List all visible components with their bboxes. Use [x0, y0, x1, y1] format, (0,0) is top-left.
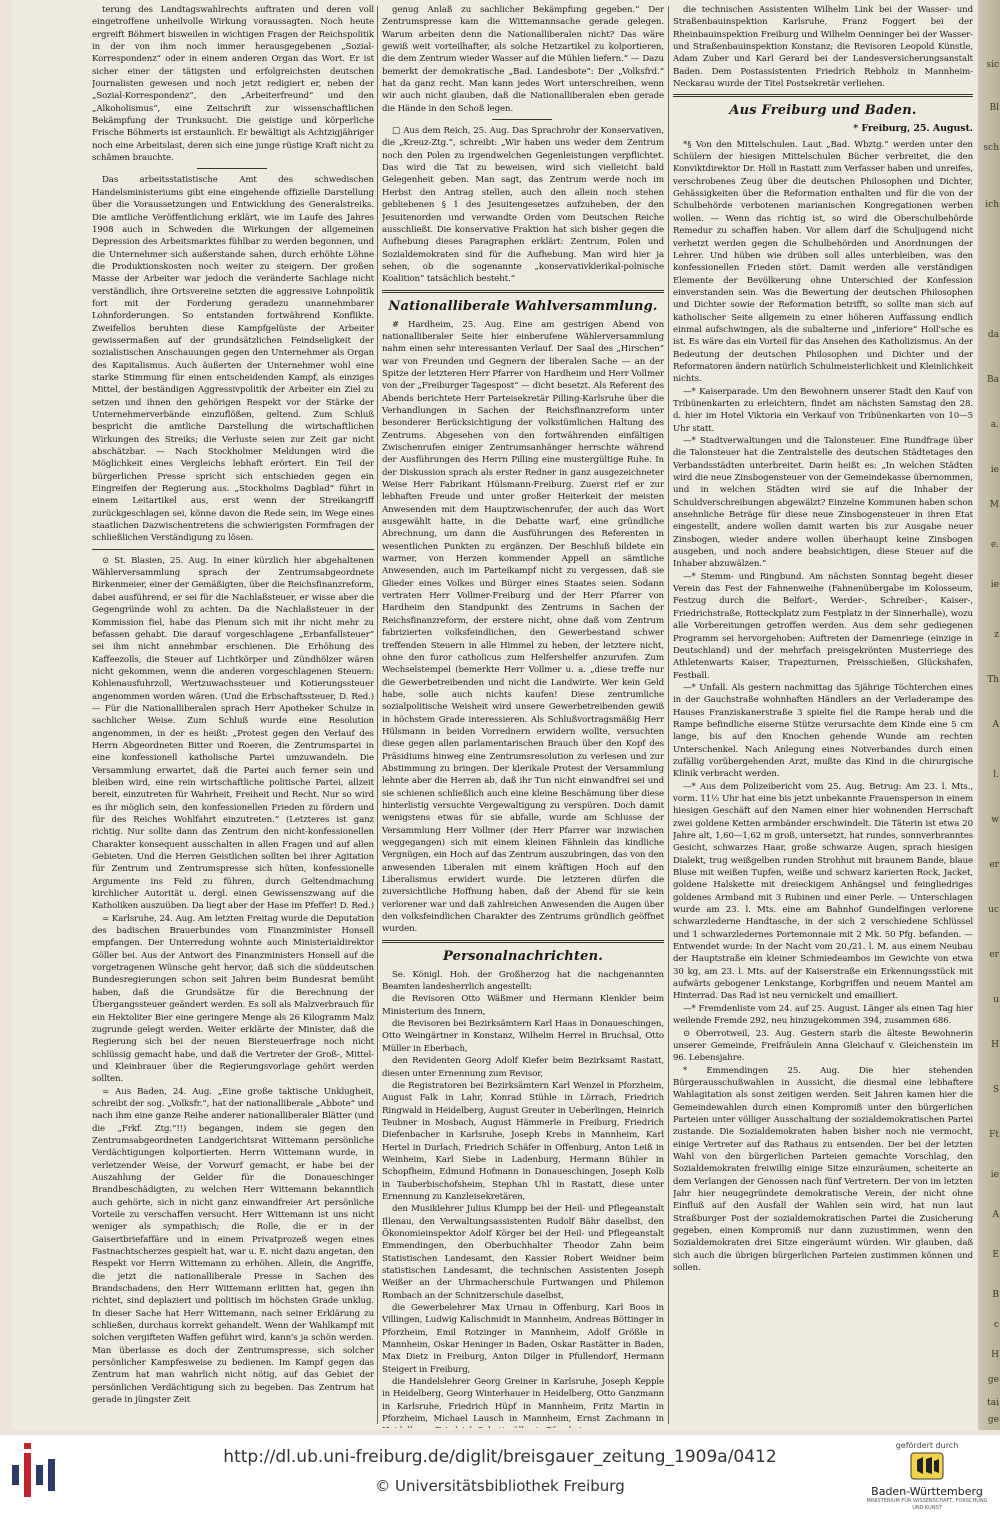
personal-item: die Revisoren bei Bezirksämtern Karl Haas in Donaueschingen, Otto Weingärtner in Konstanz, Wilhelm Herrel in Bruchsal, Otto Müller in Eberbach, [382, 1019, 664, 1054]
column-1 [92, 4, 374, 1428]
edge-fragment: z [994, 630, 999, 640]
article-karlsruhe: = Karlsruhe, 24. Aug. Am letzten Freitag wurde die Deputation des badischen Brauerbundes vom Finanzminister Honsell empfangen. Der Unterredung wohnte auch Ministerialdirektor Göller bei. Aus der Antwort des Finanzministers Honsell auf die vorgetragenen Wünsche geht hervor, daß sich die süddeutschen Bundesregierungen schon seit Jahren beim Bundesrat bemüht haben, daß die Grundsätze für die Berechnung der Übergangssteuer geändert werden. Es soll als Malzverbrauch für ein Hektoliter Bier eine geringere Menge als 26 Kilogramm Malz zugrunde gelegt werden. Weiter erklärte der Minister, daß die Regierung sich bei der neuen Biersteuerfrage noch nicht schlüssig gemacht habe, und daß die Vertreter der Groß-, Mittel- und Kleinbrauer über die Regierungsvorlage gehört werden sollten. [92, 913, 374, 1085]
adjacent-page-edge [978, 0, 1000, 1430]
edge-fragment: sic [986, 60, 999, 70]
edge-fragment: a. [990, 420, 999, 430]
sponsor-name: Baden-Württemberg [871, 1485, 983, 1498]
edge-fragment: H [991, 1040, 999, 1050]
article-oberrotweil: ⊙ Oberrotweil, 23. Aug. Gestern starb die älteste Bewohnerin unserer Gemeinde, Freifräulein Anna Gleichauf v. Gleichenstein im 96. Lebensjahre. [673, 1028, 973, 1064]
personal-item: die Gewerbelehrer Max Urnau in Offenburg, Karl Boos in Villingen, Ludwig Kalischmidt in Mannheim, Andreas Böttinger in Pforzheim, Emil Rotzinger in Mannheim, Adolf Größle in Mannheim, Oskar Heninger in Baden, Oskar Rastätter in Baden, Max Dietz in Freiburg, Anton Dilger in Pfullendorf, Hermann Steigert in Freiburg, [382, 1303, 664, 1375]
article-fremdenliste: —* Fremdenliste vom 24. auf 25. August. Länger als einen Tag hier weilende Fremde 292, neu hinzugekommen 394, zusammen 686. [673, 1003, 973, 1027]
article-kaiserparade: —* Kaiserparade. Um den Bewohnern unserer Stadt den Kauf von Tribünenkarten zu erleichtern, findet am nächsten Samstag den 28. d. hier im Hotel Viktoria ein Verkauf von Tribünenkarten von 10—5 Uhr statt. [673, 386, 973, 434]
article-continuation: genug Anlaß zu sachlicher Bekämpfung gegeben.“ Der Zentrumspresse kam die Wittemannsache gerade gelegen. Warum arbeiten denn die Nationalliberalen nicht? Das wäre gewiß weit vorteilhafter, als solche Hetzartikel zu kolportieren, die dem Zentrum wieder Wasser auf die Mühlen liefern.“ — Dazu bemerkt der demokratische „Bad. Landesbote“: Der „Volksfrd.“ hat da ganz recht. Man kann jedes Wort unterschreiben, wenn wir auch nicht glauben, daß die Nationalliberalen eben gerade die Hände in den Schoß legen. [382, 5, 664, 114]
article-mittelschulen: *§ Von den Mittelschulen. Laut „Bad. Wbztg.“ werden unter den Schülern der hiesigen Mittelschulen Bücher verbreitet, die den Konviktdirektor Dr. Holl in Rastatt zum Verfasser haben und unreifes, verschrobenes Zeug über die deutschen Philosophen und Dichter, Gehässigkeiten über die Reformation enthalten und für die von der Schulbehörde verbotenen marianischen Kongregationen werben wollen. — Wenn das richtig ist, so wird die Oberschulbehörde Remedur zu schaffen haben. Vor allem darf die Schuljugend nicht verhetzt werden gegen die Schulbehörden und Anordnungen der Lehrer. Und hüben wie drüben soll alles unterbleiben, was den konfessionellen Frieden stört. Damit werden alle verständigen Elemente der Bevölkerung ohne Unterschied der Konfession einverstanden sein. Was die Bewertung der deutschen Philosophen und Dichter sowie der Reformation betrifft, so sollte man sich auf katholischer Seite allgemein zu einer höheren Auffassung endlich einmal aufschwingen, als die subalterne und „inferiore“ Holl'sche es ist. Es wäre das ein Vorteil für das Ansehen des Katholizismus. An der Bedeutung der deutschen Philosophen und Dichter und der Reformatoren ändern natürlich Schulmeisterlichkeit und Kleinlichkeit nichts. [673, 139, 973, 385]
personal-item: die Registratoren bei Bezirksämtern Karl Wenzel in Pforzheim, August Falk in Lahr, Konrad Stühle in Lörrach, Friedrich Ringwald in Heidelberg, August Greuter in Ueberlingen, Heinrich Teubner in Mosbach, August Hämmerle in Freiburg, Friedrich Diefenbacher in Karlsruhe, Joseph Krebs in Mannheim, Karl Hertel in Durlach, Friedrich Schäfer in Offenburg, Anton Leiß in Weinheim, Karl Siebe in Ladenburg, Hermann Bühler in Schopfheim, Edmund Hofmann in Donaueschingen, Joseph Kolb in Tauberbischofsheim, Stephan Uhl in Rastatt, diese unter Ernennung zu Kanzleisekretären, [382, 1080, 664, 1202]
coat-of-arms-icon [910, 1452, 944, 1480]
personal-continuation: die technischen Assistenten Wilhelm Link bei der Wasser- und Straßenbauinspektion Karlsruhe, Franz Foggert bei der Rheinbauinspektion Freiburg und Wilhelm Oenninger bei der Wasser- und Straßenbauinspektion Konstanz; die Revisoren Leopold Künstle, Adam Zuber und Karl Gerard bei der Landesversicherungsanstalt Baden. Dem Postassistenten Friedrich Rebholz in Mannheim-Neckarau wurde der Titel Postsekretär verliehen. [673, 5, 973, 90]
edge-fragment: H [991, 1350, 999, 1360]
heading-freiburg-baden: Aus Freiburg und Baden. [729, 103, 917, 119]
personal-item: den Revidenten Georg Adolf Kiefer beim Bezirksamt Rastatt, diesen unter Ernennung zum Revisor, [382, 1056, 664, 1079]
article-schweden-generalstreik: Das arbeitsstatistische Amt des schwedischen Handelsministeriums gibt eine eingehende offizielle Darstellung über die Voraussetzungen und Entwicklung des Generalstreiks. Die amtliche Veröffentlichung erklärt, wie im Laufe des Jahres 1908 auch in Schweden die Wirkungen der allgemeinen Depression des Arbeitsmarktes fühlbar zu werden begonnen, und die Unternehmer sich außerstande sahen, durch erhöhte Löhne die Produktionskosten noch weiter zu steigern. Der großen Masse der Arbeiter war jedoch die veränderte Sachlage nicht verständlich, ihre Ortsvereine setzten die aggressive Lohnpolitik fort mit der Forderung geradezu unannehmbarer Lohnforderungen. So entstanden fortwährend Konflikte. Zweifellos beruhten diese Kampfgelüste der Arbeiter gewissermaßen auf der grundsätzlichen Feindseligkeit der sozialistischen Anschauungen gegen den Unternehmer als Organ des Kapitalismus. Auch äußerten der Unternehmer wohl eine starke Stimmung für einen entscheidenden Kampf, als einziges Mittel, der beständigen Aggressivpolitik der Arbeiter ein Ziel zu setzen und ihnen den gehörigen Respekt vor der Stärke der Unternehmerverbände einzuflößen, geltend. Zum Schluß bespricht die amtliche Darstellung die wirtschaftlichen Wirkungen des Streiks; die Verluste seien zur Zeit gar nicht abschätzbar. — Nach Stockholmer Meldungen wird die Möglichkeit eines Vergleichs lebhaft erörtert. Ein Teil der bürgerlichen Presse spricht sich entschieden gegen ein Eingreifen der Regierung aus. „Stockholms Dagblad“ führt in einem Leitartikel aus, erst wenn der Streikangriff zurückgeschlagen sei, könne davon die Rede sein, im Wege eines staatlichen Dazwischentretens die schwierigsten Formfragen der schließlichen Verständigung zu lösen. [92, 175, 374, 544]
edge-fragment: A [992, 1210, 999, 1220]
sponsor-label: gefördert durch [895, 1441, 959, 1450]
sponsor-block [862, 1441, 992, 1511]
article-talonsteuer: —* Stadtverwaltungen und die Talonsteuer. Eine Rundfrage über die Talonsteuer hat die Zentralstelle des deutschen Städtetages den Verbandsstädten unterbreitet. Darin heißt es: „In welchen Städten wird die neue Zinsbogensteuer von der Gemeindekasse übernommen, und in welchen Städten wird sie auf die Inhaber der Schuldverschreibungen abgewälzt? Einzelne Kommunen haben schon ansehnliche Beträge für diese neue Zinsbogensteuer in ihren Etat eingestellt, andere wollen damit warten bis zur Ausgabe neuer Zinsbogen, wieder andere wollen überhaupt keine Zinsbogen ausgeben, und noch andere beabsichtigen, diese Steuer auf die Inhaber abzuwälzen.“ [673, 436, 973, 570]
copyright-notice: © Universitätsbibliothek Freiburg [375, 1477, 625, 1495]
personal-item: die Handelslehrer Georg Greiner in Karlsruhe, Joseph Kepple in Heidelberg, Georg Winterhauer in Heidelberg, Otto Ganzmann in Karlsruhe, Friedrich Hüpf in Mannheim, Fritz Martin in Pforzheim, Michael Lausch in Mannheim, Ernst Zachmann in [382, 1377, 664, 1425]
sponsor-ministry: MINISTERIUM FÜR WISSENSCHAFT, FORSCHUNG UND KUNST [866, 1498, 988, 1511]
article-unfall: —* Unfall. Als gestern nachmittag das 5jährige Töchterchen eines in der Gauchstraße wohnhaften Händlers an der Verladerampe des Hauses Franziskanerstraße 3 spielte fiel die Rampe herab und die Rampe befindliche eiserne Stütze verursachte dem Kinde eine 5 cm lange, bis auf den Knochen gehende Wunde am rechten Unterschenkel. Nach Anlegung eines Notverbandes durch einen zufällig vorübergehenden Arzt, mußte das Kind in die chirurgische Klinik verbracht werden. [673, 682, 973, 780]
article-aus-baden: = Aus Baden, 24. Aug. „Eine große taktische Unklugheit, schreibt der sog. „Volksfr.“, hat der nationalliberale „Abbote“ und nach ihm eine ganze Reihe anderer nationalliberaler Blätter (und die „Frkf. Ztg.“!!) begangen, indem sie gegen den Zentrumsabgeordneten Landgerichtsrat Wittemann persönliche Verdächtigungen kolportierten. Herrn Wittemann wurde, in verletzender Weise, der Vorwurf gemacht, er habe bei der Auszahlung der Gelder für die Donaueschinger Brandbeschädigten, zu welchen Herr Wittemann bekanntlich auch gehörte, sich in nicht ganz einwandfreier Art persönliche Vorteile zu verschaffen versucht. Herr Wittemann ist uns nicht weniger als sympathisch; die Rolle, die er in der Gaisertbriefaffäre und in einem Privatprozeß wegen eines Fastnachtscherzes gespielt hat, war u. E. nicht dazu angetan, den Respekt vor Herrn Wittemann zu erhöhen. Allein, die Angriffe, die jetzt die nationalliberale Presse in Sachen des Brandschadens, den Herr Wittemann erlitten hat, gegen ihn richtet, sind deplaziert und politisch im höchsten Grade unklug. In dieser Sache hat Herr Wittemann, nach seiner Erklärung zu schließen, durchaus korrekt gehandelt. Wenn der Wahlkampf mit solchen vergifteten Waffen geführt wird, kann's ja schön werden. Man überlasse es doch der Zentrumspresse, sich solcher persönlicher Kampfesweise zu bedienen. Im Kampf gegen das Zentrum hat man wahrlich nicht nötig, auf das Gebiet der persönlichen Verdächtigung sich zu begeben. Das Zentrum hat gerade in jüngster Zeit [92, 1086, 374, 1406]
column-divider [492, 119, 552, 120]
edge-fragment: da [987, 330, 999, 340]
section-divider [382, 940, 664, 943]
column-rule [668, 6, 669, 1424]
section-divider [673, 94, 973, 97]
edge-fragment: uc [988, 905, 999, 915]
article-emmendingen: * Emmendingen 25. Aug. Die hier stehenden Bürgerausschußwahlen in Aussicht, die diesmal eine lebhaftere Wahlagitation als sonst zeitigen werden. Seit Jahren kamen hier die Gemeindewahlen durch einen Kompromiß unter den bürgerlichen Parteien unter völliger Ausschaltung der sozialdemokratischen Partei zustande. Die Sozialdemokraten haben bisher noch nie vermocht, einige Vertreter auf das Rathaus zu entsenden. Der bei der letzten Wahl von den bürgerlichen Parteien gemachte Vorschlag, den Sozialdemokraten freiwillig einige Sitze einzuräumen, scheiterte an dem Verlangen der Genossen nach fünf Vertretern. Der von im letzten Jahr hier neugegründete demokratische Verein, der nicht ohne Einfluß auf den Ausfall der Wahlen sein wird, hat nun laut Straßburger Post der sozialdemokratischen Partei die Zusicherung gegeben, einen Kompromiß nur dann zuzustimmen, wenn den Sozialdemokraten drei Sitze eingeräumt würden. Wir glauben, daß sich auch die übrigen bürgerlichen Parteien zustimmen können und sollen. [673, 1065, 973, 1274]
edge-fragment: ge [987, 1375, 999, 1385]
edge-fragment: e. [990, 540, 999, 550]
edge-fragment: S [992, 1085, 999, 1095]
article-polizeibericht: —* Aus dem Polizeibericht vom 25. Aug. Betrug: Am 23. l. Mts., vorm. 11½ Uhr hat eine bis jetzt unbekannte Frauensperson in einem hiesigen Geschäft auf den Namen einer hier wohnenden Herrschaft zwei goldene Ketten armbänder erschwindelt. Die Täterin ist etwa 20 Jahre alt, 1,60—1,62 m groß, untersetzt, hat rundes, sonnverbranntes Gesicht, schwarzes Haar, große schwarze Augen, sprach hiesigen Dialekt, trug weißgelben runden Strohhut mit braunem Bande, blaue Bluse mit weißen Tupfen, weiße und schwarz karierten Rock, Jacket, goldene Halskette mit dreieckigem Anhängsel und feingliedriges goldenes Armband mit 3 Rubinen und einer Perle. — Unterschlagen wurde am 23. l. Mts. eine am Bahnhof Gundelfingen verlorene schwarzlederne Handtasche, in der sich 2 verschiedene Schlüssel und 1 schwarzledernes Portemonnaie mit 2 Mk. 50 Pfg. befanden. — Entwendet wurde: In der Nacht vom 20./21. l. M. aus einem Neubau der Hauptstraße ein kleiner Schmiedeambos im Gewichte von etwa 30 kg, am 23. l. Mts. auf der Kaiserstraße ein Erkennungsstück mit aufwärts gebogener Lenkstange, Korbgriffen und neuem Mantel am Hinterrad. Das Rad ist neu vernickelt und emailliert. [673, 781, 973, 1002]
personal-item: den Musiklehrer Julius Klumpp bei der Heil- und Pflegeanstalt Illenau, den Verwaltungsassistenten Rudolf Bähr daselbst, den Ökonomieinspektor Adolf Körger bei der Heil- und Pflegeanstalt Emmendingen, den Oberbuchhalter Theodor Zahn beim Statistischen Landesamt, den Kassier Robert Weidner beim statistischen Landesamt, die technischen Assistenten Joseph Weißer an der Uhrmacherschule Furtwangen und Philemon Rombach an der Schnitzerschule daselbst, [382, 1204, 664, 1301]
edge-fragment: u [993, 995, 999, 1005]
document-url-link[interactable]: http://dl.ub.uni-freiburg.de/diglit/breisgauer_zeitung_1909a/0412 [223, 1447, 777, 1467]
edge-fragment: ie [990, 1170, 999, 1180]
article-aus-dem-reich: □ Aus dem Reich, 25. Aug. Das Sprachrohr der Konservativen, die „Kreuz-Ztg.“, schreibt: „Wir haben uns weder dem Zentrum noch den Polen zu irgendwelchen Gegenleistungen verpflichtet. Das wird die Tat zu beweisen, wird sich vielleicht bald Gelegenheit geben. Man sagt, das Zentrum werde noch im Herbst den Antrag stellen, auch den allein noch stehen gebliebenen § 1 des Jesuitengesetzes aufzuheben, der den Jesuitenorden und verwandte Orden vom Deutschen Reiche ausschließt. Die konservative Fraktion hat sich bisher gegen die Aufhebung dieses Paragraphen erklärt: Zentrum, Polen und Sozialdemokraten sind für die Aufhebung. Man wird hier ja sehen, ob die sogenannte „konservativklerikal-polnische Koalition“ tatsächlich besteht.“ [382, 126, 664, 285]
edge-fragment: Th [987, 675, 999, 685]
column-rule [377, 6, 378, 1424]
edge-fragment: ge [987, 1415, 999, 1425]
edge-fragment: A [992, 720, 999, 730]
article-hardheim: # Hardheim, 25. Aug. Eine am gestrigen Abend von nationalliberaler Seite hier einberufene Wählerversammlung nahm einen sehr interessanten Verlauf. Der Saal des „Hirschen“ war von Freunden und Gegnern der liberalen Sache — an der Spitze der letzteren Herr Pfarrer von Hardheim und Herr Vollmer von der „Freiburger Tagespost“ — dicht besetzt. Als Referent des Abends berichtete Herr Parteisekretär Pilling-Karlsruhe über die Verhandlungen in Sachen der Reichsfinanzreform unter besonderer Berücksichtigung der volkstümlichen Haltung des Zentrums. Abgesehen von den fortwährenden einfältigen Zwischenrufen einiger Zentrumsanhänger herrschte während der Ausführungen des Herrn Pilling eine mustergültige Ruhe. In der Diskussion sprach als erster Redner in ganz ausgezeichneter Weise Herr Fabrikant Hülsmann-Freiburg. Zuerst rief er zur lebhaften Freude und unter großer Heiterkeit der meisten Anwesenden mit dem Hauptzwischenrufer, der auch das Wort ausgewählt hatte, in die Debatte warf, eine gründliche Abrechnung, um dann die Ausführungen des Referenten in wesentlichen Punkten zu ergänzen. Der Beschluß bildete ein warmer, von Herzen kommender Appell an sämtliche Anwesenden, auch im Parteikampf nicht zu vergessen, daß sie Glieder eines Volkes und Bürger eines Staates seien. Sodann vertraten Herr Vollmer-Freiburg und der Herr Pfarrer von Hardheim den Standpunkt des Zentrums in Sachen der Reichsfinanzreform, der erstere nicht, ohne daß vom Zentrum fabrizierten volksfeindlichen, den Gewerbestand schwer treffenden Steuern in alle Himmel zu heben, der letztere nicht, ohne den furor catholicus zum Helfershelfer anzurufen. Zum Wechselstempel (bemerkte Herr Vollmer u. a. „diese treffe nur die Gewerbetreibenden und nicht die Landwirte. Wer kein Geld habe, solle auch nichts kaufen! Diese zentrumliche sozialpolitische Weisheit wird unsere Gewerbetreibenden gewiß in höchstem Grade interessieren. Als Schlußvortragsmäßig Herr Hülsmann in beiden Vorrednern erwidern wollte, versuchten diese gegen allen parlamentarischen Brauch über den Kopf des Präsidiums hinweg eine Zentrumsresolution zu verlesen und zur Abstimmung zu bringen. Der klerikale Protest der Versammlung lehnte aber die Herren ab, daß ihr Tun nicht einwandfrei sei und sie schienen schließlich auch eine kleine Beschämung über diese hinterlistig versuchte Vergewaltigung zu verspüren. Doch damit wenigstens etwas für sie abfalle, wurde am Schlusse der Versammlung Herr Vollmer (der Herr Pfarrer war inzwischen weggegangen) sich mit einem kleinen Fähnlein das kindliche Vergnügen, ein Hoch auf das Zentrum auszubringen, das von den anwesenden Liberalen mit einem kräftigen Hoch auf den Liberalismus erwidert wurde. Die letzteren dürfen die zuversichtliche Hoffnung haben, daß der Abend für sie kein verlorener war und daß zahlreichen Anwesenden die Augen über den volksfeindlichen Charakter des Zentrums gründlich geöffnet wurden. [382, 319, 664, 935]
article-stemm-ringbund: —* Stemm- und Ringbund. Am nächsten Sonntag begeht dieser Verein das Fest der Fahnenweihe (Fahnenübergabe im Kolosseum, Festzug durch die Belfort-, Werder-, Schreiber-, Kaiser-, Friedrichstraße, Rotteckplatz zum Festplatz in der Sinnerhalle), wozu alle Vorbereitungen getroffen werden. Aus dem sehr gediegenen Programm sei hervorgehoben: Auftreten der Damenriege (einzige in Deutschland) und der mehrfach preisgekrönten Musterriege des Athletenwarts Kaiser, Trapezturnen, Preisschießen, Glückshafen, Festball. [673, 571, 973, 681]
edge-fragment: w [991, 815, 999, 825]
section-divider [382, 290, 664, 293]
column-2 [382, 4, 664, 1428]
personal-intro: Se. Königl. Hoh. der Großherzog hat die nachgenannten Beamten landesherrlich angestellt: [382, 969, 664, 993]
newspaper-page [12, 0, 980, 1430]
edge-fragment: E [992, 1250, 999, 1260]
edge-fragment: Ba [987, 375, 999, 385]
edge-fragment: l. [993, 770, 999, 780]
edge-fragment: er [989, 860, 999, 870]
edge-fragment: ie [990, 465, 999, 475]
edge-fragment: sch [983, 143, 999, 153]
personal-item: die Revisoren Otto Wäßmer und Hermann Klenkler beim Ministerium des Innern, [382, 994, 664, 1017]
column-divider [92, 549, 374, 550]
edge-fragment: Bl [989, 103, 999, 113]
edge-fragment: er [989, 950, 999, 960]
article-st-blasien: ⊙ St. Blasien, 25. Aug. In einer kürzlich hier abgehaltenen Wählerversammlung sprach der Zentrumsabgeordnete Birkenmeier, einer der Gemäßigten, über die Reichsfinanzreform, dabei ausführend, er sei für die Nachlaßsteuer, er wisse aber die Gegengründe wohl zu achten. Da die Nachlaßsteuer in der Kommission fiel, habe das Plenum sich mit ihr nicht mehr zu befassen gehabt. Die darauf vorgeschlagene „Erbanfallsteuer“ sei ihm nicht annehmbar erschienen. Die Erhöhung des Kaffeezolls, die Steuer auf Lichtkörper und Zündhölzer wären nicht gekommen, wenn die anderen vorgeschlagenen Steuern: Kohlenausfuhrzoll, Wertzuwachssteuer und Kotierungssteuer angenommen worden wären. (Und die Erbschaftssteuer, D. Red.) — Für die Nationalliberalen sprach Herr Apotheker Schulze in sachlicher Weise. Zum Schluß wurde eine Resolution angenommen, in der es heißt: „Protest gegen den Verlauf des Herrn Abgeordneten Bitter und Roeren, die Zentrumspartei in eine konfessionell katholische Partei umzuwandeln. Die Versammlung erwartet, daß die Partei auch ferner sein und bleiben wird, eine rein wirtschaftliche politische Partei, allzeit bereit, einzutreten für Wahrheit, Freiheit und Recht. Nur so wird es ihr möglich sein, den konfessionellen Frieden zu fördern und für des Reiches Wohlfahrt einzutreten.“ (Letzteres ist ganz richtig. Nur sollte dann das Zentrum den nicht-konfessionellen Charakter konsequent ausschalten in allen Fragen und auf allen Gebieten. Und die Herren Geistlichen sollten bei ihrer Agitation für Zentrum und Zentrumspresse sich hüten, konfessionelle Argumente ins Feld zu führen, durch Geltendmachung kirchlicher Autorität u. dergl. einen Gewissenszwang auf die Katholiken auszuüben. Da liegt aber der Hase im Pfeffer! D. Red.) [92, 555, 374, 912]
edge-fragment: c [993, 1320, 999, 1330]
column-divider [197, 168, 267, 169]
edge-fragment: tai [987, 1398, 999, 1408]
column-3 [673, 4, 973, 1428]
edge-fragment: Ft [989, 1130, 999, 1140]
dateline: * Freiburg, 25. August. [853, 123, 973, 135]
edge-fragment: ich [985, 200, 999, 210]
article-boehmert: terung des Landtagswahlrechts auftraten und deren voll eingetroffene unheilvolle Wirkung voraussagten. Noch heute ergreift Böhmert bisweilen in wichtigen Fragen der Reichspolitik in der von ihm noch immer herausgegebenen „Sozial-Korrespondenz“ oder in einem anderen Organ das Wort. Er ist sicher einer der tätigsten und erfolgreichsten deutschen Journalisten gewesen und noch jetzt redigiert er, neben der „Sozial-Korrespondenz“, den „Arbeiterfreund“ und den „Alkoholismus“, eine Zeitschrift zur wissenschaftlichen Bekämpfung der Trunksucht. Die geistige und körperliche Frische Böhmerts ist erstaunlich. Er bewältigt als Achtzigjähriger noch eine Arbeitslast, deren sich eine junge rüstige Kraft nicht zu schämen brauchte. [92, 5, 374, 164]
edge-fragment: M [989, 500, 999, 510]
heading-personalnachrichten: Personalnachrichten. [443, 948, 603, 964]
edge-fragment: B [992, 1290, 999, 1300]
heading-wahlversammlung: Nationalliberale Wahlversammlung. [388, 298, 658, 314]
viewer-footer [0, 1435, 1000, 1514]
edge-fragment: ie [990, 580, 999, 590]
